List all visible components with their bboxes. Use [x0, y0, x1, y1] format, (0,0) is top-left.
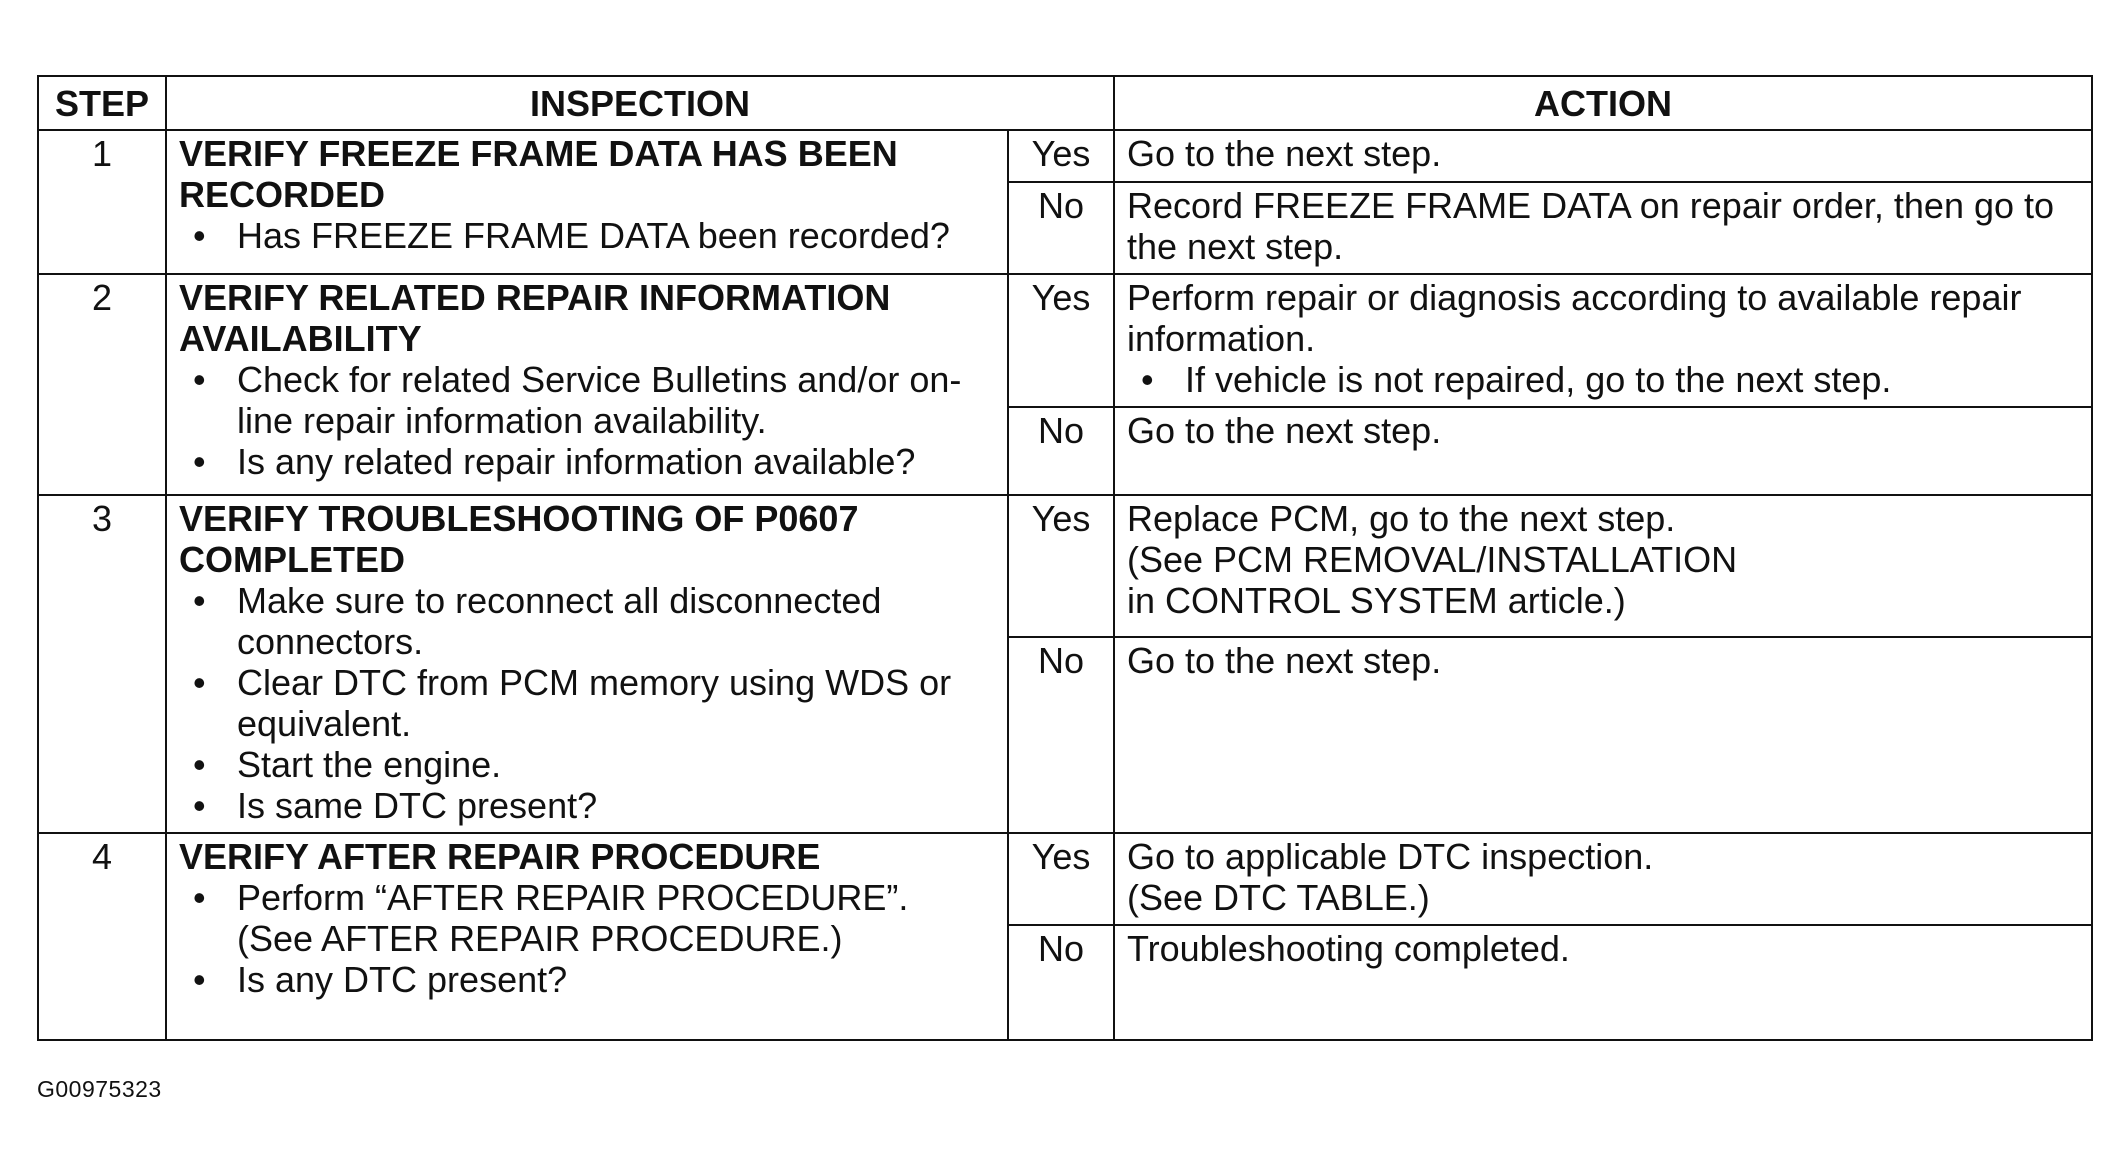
- no-label: No: [1008, 637, 1114, 833]
- no-label: No: [1008, 407, 1114, 495]
- inspection-bullet: • Is any DTC present?: [179, 959, 993, 1000]
- inspection-bullet: • Start the engine.: [179, 744, 993, 785]
- header-step: STEP: [38, 76, 166, 130]
- yes-label: Yes: [1008, 495, 1114, 637]
- yes-action: [1114, 495, 2092, 637]
- header-inspection: INSPECTION: [166, 76, 1114, 130]
- action-line: Go to the next step.: [1127, 133, 1442, 174]
- step-number: 2: [38, 274, 166, 495]
- action-line: (See DTC TABLE.): [1127, 877, 1430, 918]
- action-bullet: • If vehicle is not repaired, go to the next step.: [1127, 359, 2079, 400]
- inspection-title: VERIFY AFTER REPAIR PROCEDURE: [179, 836, 821, 877]
- action-line: Go to applicable DTC inspection.: [1127, 836, 1654, 877]
- yes-action: [1114, 833, 2092, 925]
- table-row: [38, 833, 2092, 925]
- inspection-title: VERIFY FREEZE FRAME DATA HAS BEEN RECORDED: [179, 133, 898, 215]
- header-action: ACTION: [1114, 76, 2092, 130]
- action-line: Perform repair or diagnosis according to available repair information.: [1127, 277, 2022, 359]
- inspection-bullet: • Make sure to reconnect all disconnected connectors.: [179, 580, 993, 662]
- inspection-bullets: [179, 215, 993, 256]
- header-row: [38, 76, 2092, 130]
- action-line: in CONTROL SYSTEM article.): [1127, 580, 1626, 621]
- no-action: [1114, 637, 2092, 833]
- action-line: Go to the next step.: [1127, 410, 1442, 451]
- table-body: [38, 130, 2092, 1040]
- figure-id: G00975323: [37, 1076, 162, 1102]
- inspection-bullets: [179, 359, 993, 482]
- table-row: [38, 130, 2092, 182]
- inspection-cell: [166, 833, 1008, 1040]
- step-number: 4: [38, 833, 166, 1040]
- inspection-bullet: • Is any related repair information available?: [179, 441, 993, 482]
- inspection-bullet: • Has FREEZE FRAME DATA been recorded?: [179, 215, 993, 256]
- inspection-bullet: • Perform “AFTER REPAIR PROCEDURE”. (See AFTER REPAIR PROCEDURE.): [179, 877, 993, 959]
- action-bullets: [1127, 359, 2079, 400]
- inspection-title: VERIFY RELATED REPAIR INFORMATION AVAILABILITY: [179, 277, 891, 359]
- action-line: Go to the next step.: [1127, 639, 1442, 681]
- inspection-cell: [166, 274, 1008, 495]
- inspection-bullet: • Is same DTC present?: [179, 785, 993, 826]
- yes-label: Yes: [1008, 833, 1114, 925]
- inspection-bullet: • Check for related Service Bulletins and/or on-line repair information availability.: [179, 359, 993, 441]
- inspection-title: VERIFY TROUBLESHOOTING OF P0607 COMPLETED: [179, 498, 859, 580]
- no-action: [1114, 407, 2092, 495]
- yes-action: [1114, 130, 2092, 182]
- inspection-bullets: [179, 580, 993, 826]
- yes-label: Yes: [1008, 130, 1114, 182]
- action-line: (See PCM REMOVAL/INSTALLATION: [1127, 539, 1738, 580]
- table-row: [38, 274, 2092, 407]
- action-line: Troubleshooting completed.: [1127, 928, 1570, 969]
- no-action: [1114, 925, 2092, 1040]
- action-line: Replace PCM, go to the next step.: [1127, 498, 1676, 539]
- inspection-bullets: [179, 877, 993, 1000]
- diagnostic-table: [37, 75, 2093, 1041]
- no-action: [1114, 182, 2092, 274]
- yes-action: [1114, 274, 2092, 407]
- no-label: No: [1008, 925, 1114, 1040]
- step-number: 3: [38, 495, 166, 833]
- inspection-cell: [166, 130, 1008, 274]
- table-row: [38, 495, 2092, 637]
- inspection-bullet: • Clear DTC from PCM memory using WDS or equivalent.: [179, 662, 993, 744]
- inspection-cell: [166, 495, 1008, 833]
- step-number: 1: [38, 130, 166, 274]
- no-label: No: [1008, 182, 1114, 274]
- yes-label: Yes: [1008, 274, 1114, 407]
- action-line: Record FREEZE FRAME DATA on repair order, then go to the next step.: [1127, 185, 2055, 267]
